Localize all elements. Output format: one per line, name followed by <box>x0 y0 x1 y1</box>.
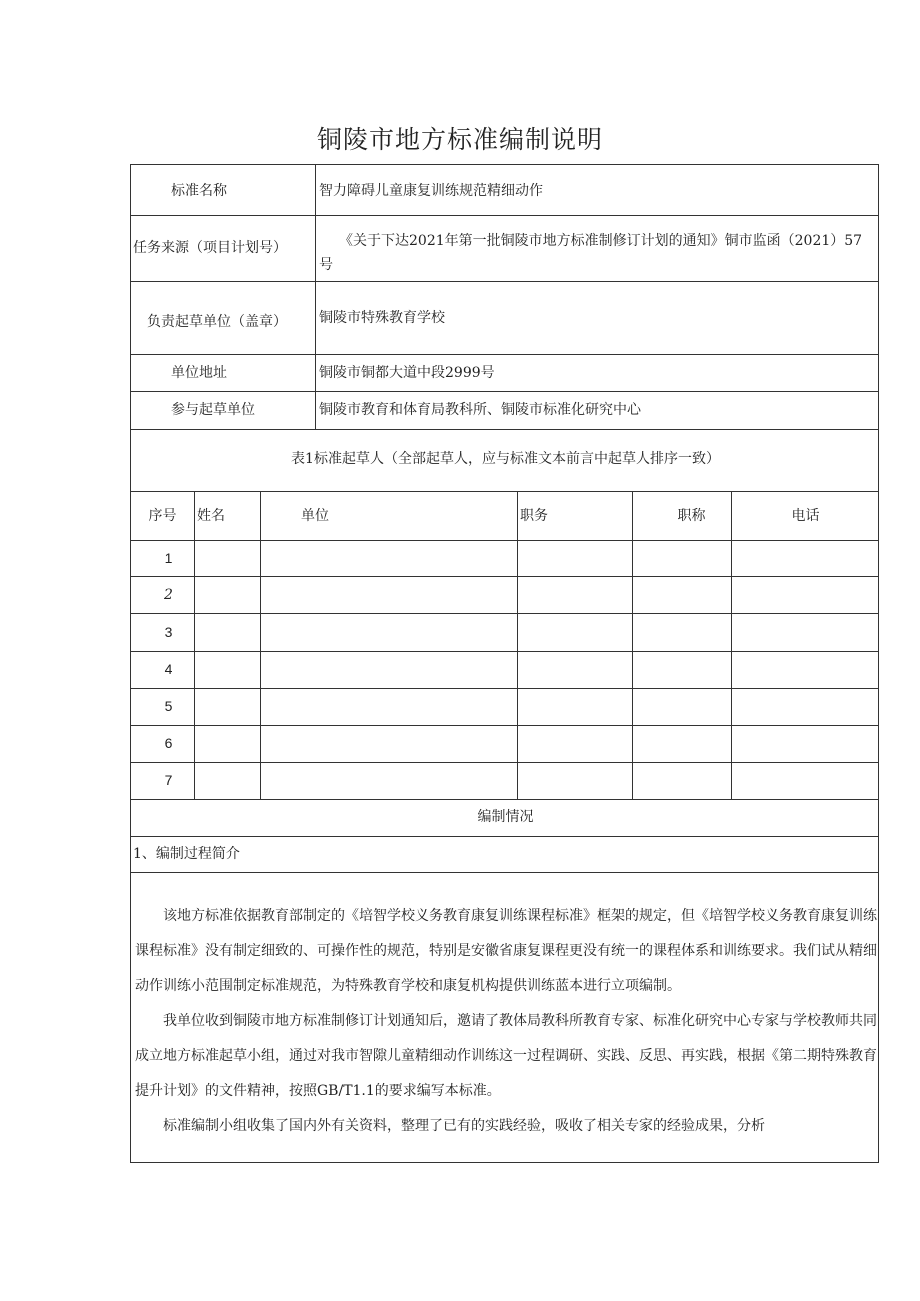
participating-units-label: 参与起草单位 <box>171 402 255 418</box>
row-index: 3 <box>164 624 173 640</box>
row-divider <box>131 491 878 492</box>
row-index: 1 <box>164 550 173 566</box>
col-divider <box>260 491 261 799</box>
row-divider <box>131 576 878 577</box>
drafting-unit-label: 负责起草单位（盖章） <box>147 314 287 330</box>
col-divider <box>632 491 633 799</box>
row-divider <box>131 613 878 614</box>
row-divider <box>131 799 878 800</box>
row-divider <box>131 651 878 652</box>
header-unit: 单位 <box>301 508 329 524</box>
row-divider <box>131 540 878 541</box>
drafters-table-caption: 表1标准起草人（全部起草人，应与标准文本前言中起草人排序一致） <box>291 451 720 467</box>
drafting-unit-value: 铜陵市特殊教育学校 <box>319 310 445 326</box>
unit-address-label: 单位地址 <box>171 365 227 381</box>
header-title: 职称 <box>677 508 706 524</box>
row-divider <box>131 215 878 216</box>
compilation-section-title: 编制情况 <box>477 809 534 825</box>
page-title: 铜陵市地方标准编制说明 <box>316 125 603 154</box>
row-index: 4 <box>164 661 173 677</box>
compilation-subsection-title: 1、编制过程简介 <box>133 846 240 862</box>
row-divider <box>131 281 878 282</box>
compilation-paragraph: 该地方标准依据教育部制定的《培智学校义务教育康复训练课程标准》框架的规定，但《培智学校义务教育康复训练课程标准》没有制定细致的、可操作性的规范，特别是安徽省康复课程更没有统一的课程体系和训练要求。我们试从精细动作训练小范围制定标准规范，为特殊教育学校和康复机构提供训练蓝本进行立项编制。 <box>135 908 877 994</box>
row-divider <box>131 429 878 430</box>
row-index: 6 <box>164 735 173 751</box>
standard-form-table <box>130 164 879 1163</box>
standard-name-label: 标准名称 <box>171 183 227 199</box>
row-index: 7 <box>164 772 173 788</box>
col-divider <box>517 491 518 799</box>
row-divider <box>131 354 878 355</box>
row-divider <box>131 872 878 873</box>
row-divider <box>131 762 878 763</box>
header-position: 职务 <box>520 508 548 524</box>
participating-units-value: 铜陵市教育和体育局教科所、铜陵市标准化研究中心 <box>319 402 641 418</box>
unit-address-value: 铜陵市铜都大道中段2999号 <box>319 365 495 381</box>
compilation-paragraph: 我单位收到铜陵市地方标准制修订计划通知后，邀请了教体局教科所教育专家、标准化研究中心专家与学校教师共同成立地方标准起草小组，通过对我市智隙儿童精细动作训练这一过程调研、实践、反思、再实践，根据《第二期特殊教育提升计划》的文件精神，按照GB/T1.1的要求编写本标准。 <box>135 1013 877 1099</box>
header-phone: 电话 <box>791 508 820 524</box>
row-index: 5 <box>164 698 173 714</box>
row-index: 2 <box>164 587 173 603</box>
col-divider <box>315 165 316 429</box>
row-divider <box>131 836 878 837</box>
header-name: 姓名 <box>197 508 225 524</box>
task-source-value: 《关于下达2021年第一批铜陵市地方标准制修订计划的通知》铜市监函（2021）57号 <box>319 233 863 273</box>
row-divider <box>131 688 878 689</box>
standard-name-value: 智力障碍儿童康复训练规范精细动作 <box>319 183 543 199</box>
row-divider <box>131 391 878 392</box>
row-divider <box>131 725 878 726</box>
col-divider <box>731 491 732 799</box>
task-source-label: 任务来源（项目计划号） <box>133 240 287 256</box>
compilation-paragraph: 标准编制小组收集了国内外有关资料，整理了已有的实践经验，吸收了相关专家的经验成果，分析 <box>163 1118 765 1134</box>
header-index: 序号 <box>148 508 177 524</box>
